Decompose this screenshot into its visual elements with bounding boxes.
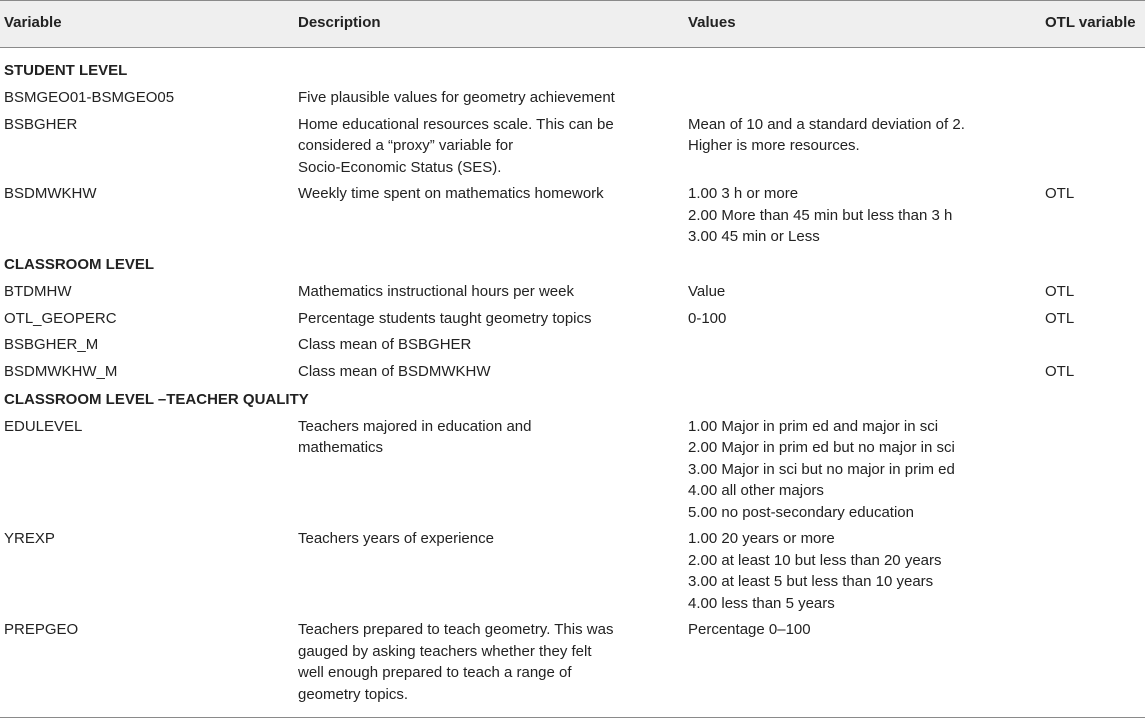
- value-line: 3.00 Major in sci but no major in prim ed: [688, 460, 955, 478]
- cell-variable: BTDMHW: [4, 283, 72, 300]
- value-line: 4.00 less than 5 years: [688, 594, 835, 612]
- section-title: CLASSROOM LEVEL –TEACHER QUALITY: [4, 390, 309, 408]
- description-line: Teachers years of experience: [298, 530, 494, 547]
- cell-values: [684, 358, 1041, 385]
- section-heading-row: [0, 250, 1145, 279]
- cell-description: [294, 181, 684, 251]
- table-row: [0, 358, 1145, 385]
- cell-variable: PREPGEO: [0, 617, 294, 718]
- cell-description: [294, 526, 684, 617]
- cell-description: [294, 305, 684, 332]
- description-line: geometry topics.: [298, 685, 409, 703]
- cell-description: [294, 111, 684, 181]
- description-line: Teachers majored in education and: [298, 417, 532, 435]
- value-line: 2.00 at least 10 but less than 20 years: [688, 551, 942, 569]
- table-row: [0, 305, 1145, 332]
- cell-variable: BSBGHER_M: [4, 336, 99, 353]
- table-row: [0, 279, 1145, 306]
- cell-values: [684, 413, 1041, 526]
- header-variable: Variable: [0, 1, 294, 48]
- cell-variable: BSBGHER: [4, 115, 78, 133]
- description-line: Percentage students taught geometry topics: [298, 309, 592, 327]
- table-body: [0, 48, 1145, 718]
- table-row: [0, 526, 1145, 617]
- cell-variable: BSMGEO01-BSMGEO05: [4, 89, 175, 106]
- cell-otl: [1041, 332, 1145, 359]
- cell-otl: OTL: [1045, 362, 1075, 380]
- table-header: [0, 1, 1145, 48]
- cell-values: [684, 332, 1041, 359]
- value-line: 1.00 Major in prim ed and major in sci: [688, 417, 939, 435]
- value-line: Percentage 0–100: [688, 621, 811, 638]
- value-line: 3.00 45 min or Less: [688, 228, 820, 245]
- description-line: Teachers prepared to teach geometry. This was: [298, 621, 614, 638]
- cell-values: [684, 85, 1041, 112]
- cell-values: [684, 617, 1041, 718]
- description-line: Five plausible values for geometry achievement: [298, 89, 615, 106]
- cell-variable: BSDMWKHW: [4, 185, 97, 202]
- value-line: 2.00 More than 45 min but less than 3 h: [688, 206, 953, 224]
- description-line: mathematics: [298, 439, 384, 456]
- cell-description: [294, 332, 684, 359]
- description-line: well enough prepared to teach a range of: [298, 664, 572, 681]
- cell-variable: YREXP: [4, 530, 55, 547]
- value-line: Mean of 10 and a standard deviation of 2.: [688, 115, 965, 133]
- value-line: 2.00 Major in prim ed but no major in sci: [688, 439, 955, 456]
- value-line: 4.00 all other majors: [688, 482, 824, 499]
- section-heading-row: [0, 48, 1145, 85]
- cell-values: [684, 279, 1041, 306]
- value-line: 0-100: [688, 309, 727, 327]
- section-title: CLASSROOM LEVEL: [4, 256, 155, 273]
- cell-variable: OTL_GEOPERC: [4, 309, 117, 327]
- cell-otl: [1041, 413, 1145, 526]
- section-heading-row: [0, 385, 1145, 414]
- value-line: 1.00 3 h or more: [688, 185, 799, 202]
- header-otl-variable: OTL variable: [1041, 1, 1145, 48]
- description-line: gauged by asking teachers whether they felt: [298, 642, 592, 660]
- table-row: [0, 413, 1145, 526]
- value-line: 3.00 at least 5 but less than 10 years: [688, 573, 934, 590]
- cell-otl: OTL: [1045, 283, 1075, 300]
- cell-values: [684, 305, 1041, 332]
- description-line: Mathematics instructional hours per week: [298, 283, 574, 300]
- cell-otl: [1041, 617, 1145, 718]
- header-values: Values: [684, 1, 1041, 48]
- description-line: Socio-Economic Status (SES).: [298, 158, 502, 176]
- description-line: Home educational resources scale. This can be: [298, 115, 614, 133]
- cell-description: [294, 85, 684, 112]
- description-line: Class mean of BSDMWKHW: [298, 362, 491, 380]
- value-line: Higher is more resources.: [688, 137, 860, 154]
- cell-values: [684, 526, 1041, 617]
- description-line: Weekly time spent on mathematics homework: [298, 185, 604, 202]
- table-row: [0, 85, 1145, 112]
- table-row: [0, 617, 1145, 718]
- table-row: [0, 181, 1145, 251]
- cell-otl: OTL: [1045, 309, 1075, 327]
- table-row: [0, 332, 1145, 359]
- cell-description: [294, 413, 684, 526]
- cell-description: [294, 358, 684, 385]
- description-line: considered a “proxy” variable for: [298, 137, 514, 154]
- cell-otl: OTL: [1045, 185, 1075, 202]
- cell-description: [294, 617, 684, 718]
- section-title: STUDENT LEVEL: [4, 62, 128, 79]
- cell-description: [294, 279, 684, 306]
- cell-otl: [1041, 85, 1145, 112]
- header-row: [0, 1, 1145, 48]
- value-line: 1.00 20 years or more: [688, 530, 835, 547]
- description-line: Class mean of BSBGHER: [298, 336, 472, 353]
- cell-values: [684, 111, 1041, 181]
- cell-variable: BSDMWKHW_M: [4, 362, 118, 380]
- cell-values: [684, 181, 1041, 251]
- table-row: [0, 111, 1145, 181]
- cell-variable: EDULEVEL: [4, 417, 83, 435]
- cell-otl: [1041, 526, 1145, 617]
- cell-otl: [1041, 111, 1145, 181]
- value-line: 5.00 no post-secondary education: [688, 503, 914, 521]
- header-description: Description: [294, 1, 684, 48]
- value-line: Value: [688, 283, 726, 300]
